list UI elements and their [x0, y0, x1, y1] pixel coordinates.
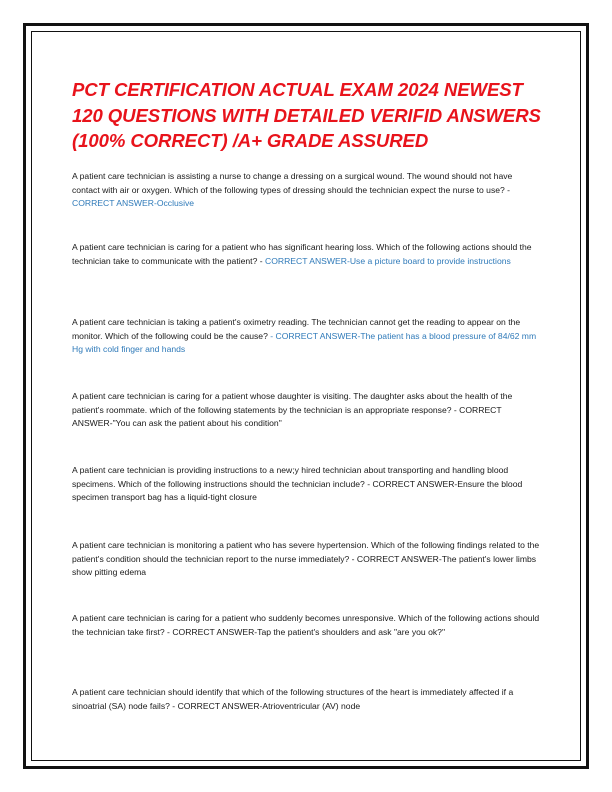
answer-text: CORRECT ANSWER-"You can ask the patient about his condition": [72, 404, 502, 428]
answer-text: - CORRECT ANSWER-The patient has a blood pressure of 84/62 mm Hg with cold finger and hands: [72, 330, 537, 354]
question-text: A patient care technician is providing instructions to a new;y hired technician about transporting and handling blood specimens. Which of the following instructions should the technician include? -: [72, 465, 509, 489]
document-title: PCT CERTIFICATION ACTUAL EXAM 2024 NEWEST 120 QUESTIONS WITH DETAILED VERIFID ANSWERS (100% CORRECT) /A+ GRADE ASSURED: [72, 79, 541, 151]
question-text: A patient care technician is caring for a patient who suddenly becomes unresponsive. Which of the following actions should the technician take first? -: [72, 613, 540, 637]
qa-item: [72, 612, 540, 639]
qa-item: [72, 539, 540, 580]
qa-item: [72, 686, 540, 713]
answer-text: CORRECT ANSWER-The patient's lower limbs show pitting edema: [72, 553, 537, 577]
question-text: A patient care technician is monitoring a patient who has severe hypertension. Which of the following findings related to the patient's condition should the technician report to the nurse immediately? -: [72, 540, 540, 564]
question-text: A patient care technician is caring for a patient whose daughter is visiting. The daughter asks about the health of the patient's roommate. which of the following statements by the technician is an appropriate response? -: [72, 391, 513, 415]
qa-item: [72, 390, 540, 431]
answer-text: CORRECT ANSWER-Atrioventricular (AV) node: [177, 700, 361, 711]
qa-item: [72, 241, 540, 268]
qa-item: [72, 464, 540, 505]
question-text: A patient care technician is taking a patient's oximetry reading. The technician cannot get the reading to appear on the monitor. Which of the following could be the cause?: [72, 317, 521, 341]
answer-text: CORRECT ANSWER-Tap the patient's shoulders and ask "are you ok?": [172, 626, 445, 637]
question-text: A patient care technician should identify that which of the following structures of the heart is immediately affected if a sinoatrial (SA) node fails? -: [72, 687, 514, 711]
answer-text: CORRECT ANSWER-Ensure the blood specimen transport bag has a liquid-tight closure: [72, 478, 523, 502]
question-text: A patient care technician is assisting a nurse to change a dressing on a surgical wound. The wound should not have contact with air or oxygen. Which of the following types of dressing should the technician expect the nurse to use? -: [72, 171, 513, 195]
answer-text: CORRECT ANSWER-Occlusive: [72, 198, 195, 208]
question-text: A patient care technician is caring for a patient who has significant hearing loss. Which of the following actions should the technician take to communicate with the patient? -: [72, 242, 532, 266]
qa-item: [72, 316, 540, 357]
answer-text: CORRECT ANSWER-Use a picture board to provide instructions: [265, 255, 511, 266]
qa-item: [72, 170, 540, 211]
